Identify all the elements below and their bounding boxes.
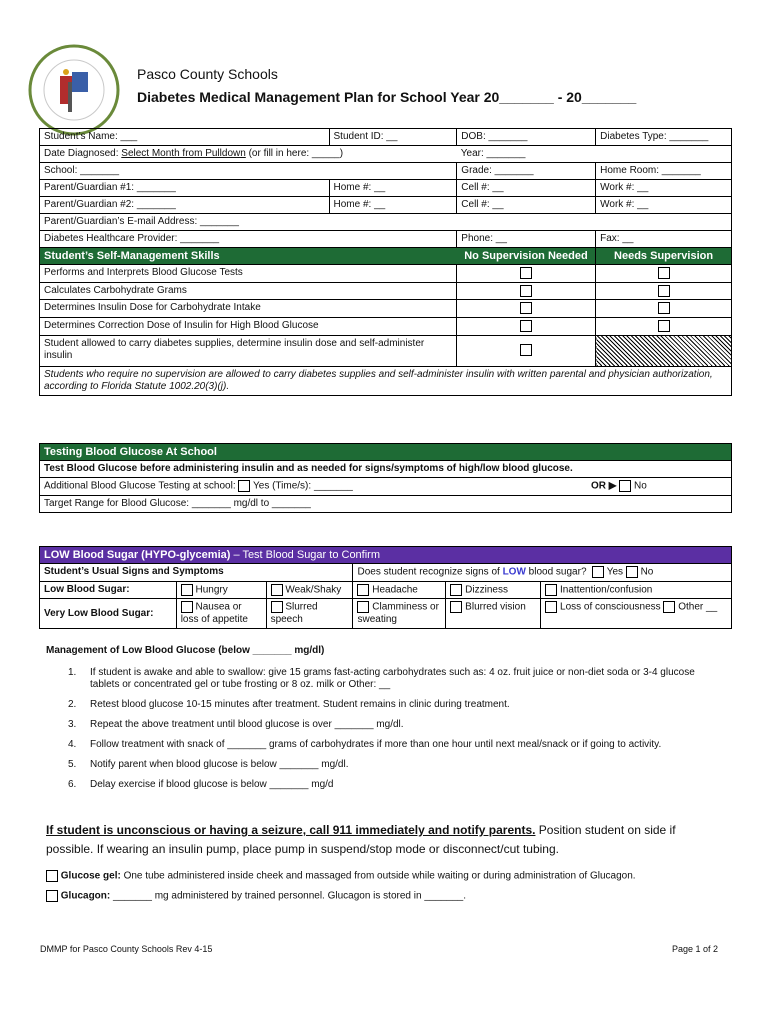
step-text: If student is awake and able to swallow: give 15 grams fast-acting carbohydrates such as: 4 oz. fruit juice or non-diet soda or 3-4 glucose tablets or concentrated gel or tube frosting or 8 oz. milk or Other: __ [90,667,695,690]
phone-field[interactable]: Phone: __ [457,231,596,248]
slurred-speech-checkbox[interactable] [271,601,283,613]
recognize-yes-label: Yes [606,566,624,578]
low-header-bold: LOW Blood Sugar (HYPO-glycemia) [44,549,231,561]
dizziness-checkbox[interactable] [450,584,462,596]
footer-revision: DMMP for Pasco County Schools Rev 4-15 [40,944,213,954]
symptom-label: Dizziness [465,584,508,596]
step-text: Notify parent when blood glucose is below _______ mg/dl. [90,759,349,770]
emergency-rest: Position student on side if possible. If wearing an insulin pump, place pump in suspend/stop mode or disconnect/cut tubing. [46,823,676,856]
provider-field[interactable]: Diabetes Healthcare Provider: _______ [40,231,457,248]
skill4-needs-sup-checkbox[interactable] [658,320,670,332]
glucose-gel-label: Glucose gel: [60,870,121,882]
list-item: 3. Repeat the above treatment until blood glucose is over _______ mg/dl. [68,719,404,730]
target-range-field[interactable]: Target Range for Blood Glucose: _______ mg/dl to _______ [40,496,732,513]
recognize-yes-checkbox[interactable] [592,566,604,578]
dob-field[interactable]: DOB: _______ [457,129,596,146]
symptom-label: Blurred vision [465,601,526,613]
list-item: 6. Delay exercise if blood glucose is below _______ mg/d [68,779,334,790]
grade-field[interactable]: Grade: _______ [457,163,596,180]
skill1-no-sup-checkbox[interactable] [520,267,532,279]
low-sugar-label: Low Blood Sugar: [40,581,177,599]
nausea-checkbox[interactable] [181,601,193,613]
parent2-home-field[interactable]: Home #: __ [329,197,457,214]
student-info-table [39,128,732,396]
skill3-no-sup-checkbox[interactable] [520,302,532,314]
symptom-label: Weak/Shaky [285,584,342,596]
parent2-field[interactable]: Parent/Guardian #2: _______ [40,197,330,214]
glucagon-row [46,890,736,902]
skill-row-label: Student allowed to carry diabetes supplies, determine insulin dose and self-administer insulin [40,335,457,366]
footer-page-number: Page 1 of 2 [672,944,719,954]
org-name: Pasco County Schools [137,66,278,82]
usual-signs-label: Student’s Usual Signs and Symptoms [40,564,353,582]
skill-row-label: Calculates Carbohydrate Grams [40,282,457,300]
list-item: 2. Retest blood glucose 10-15 minutes after treatment. Student remains in clinic during treatment. [68,699,510,710]
needs-supervision-header: Needs Supervision [596,248,732,265]
or-label: OR ▶ [591,480,617,492]
hatched-cell [596,335,732,366]
list-item: 5. Notify parent when blood glucose is below _______ mg/dl. [68,759,349,770]
date-diagnosed-select[interactable]: Select Month from Pulldown [121,148,246,159]
fill-in-field[interactable]: (or fill in here: _____) [248,148,344,159]
parent2-cell-field[interactable]: Cell #: __ [457,197,596,214]
glucose-gel-checkbox[interactable] [46,870,58,882]
loss-consciousness-checkbox[interactable] [545,601,557,613]
inattention-checkbox[interactable] [545,584,557,596]
skill5-no-sup-checkbox[interactable] [520,344,532,356]
very-low-sugar-label: Very Low Blood Sugar: [40,599,177,629]
recognize-low: LOW [502,566,526,578]
hungry-checkbox[interactable] [181,584,193,596]
recognize-post: blood sugar? [525,566,587,578]
no-supervision-header: No Supervision Needed [457,248,596,265]
recognize-pre: Does student recognize signs of [357,566,503,578]
management-heading: Management of Low Blood Glucose (below _______ mg/dl) [46,645,325,656]
year-field[interactable]: Year: _______ [457,146,732,163]
glucose-gel-text: One tube administered inside cheek and massaged from outside while waiting or during administration of Glucagon. [123,870,636,882]
skill2-no-sup-checkbox[interactable] [520,285,532,297]
management-steps [68,667,708,799]
symptom-label: Inattention/confusion [560,584,653,596]
school-logo [26,42,122,138]
school-field[interactable]: School: _______ [40,163,457,180]
testing-instruction: Test Blood Glucose before administering insulin and as needed for signs/symptoms of high/low blood glucose. [40,461,732,478]
list-item: 1. If student is awake and able to swallow: give 15 grams fast-acting carbohydrates such as: 4 oz. fruit juice or non-diet soda or 3-4 glucose tablets or concentrated gel or tube frosting or 8 oz. milk or Other: __ [68,667,708,691]
recognize-no-label: No [640,566,654,578]
yes-times-field[interactable]: Yes (Time/s): _______ [253,480,353,492]
clamminess-checkbox[interactable] [357,601,369,613]
home-room-field[interactable]: Home Room: _______ [596,163,732,180]
diabetes-type-field[interactable]: Diabetes Type: _______ [596,129,732,146]
low-header-rest: – Test Blood Sugar to Confirm [230,549,381,561]
additional-yes-checkbox[interactable] [238,480,250,492]
testing-header: Testing Blood Glucose At School [40,444,732,461]
skill-row-label: Determines Insulin Dose for Carbohydrate Intake [40,300,457,318]
skill-row-label: Performs and Interprets Blood Glucose Tests [40,265,457,283]
skills-note: Students who require no supervision are allowed to carry diabetes supplies and self-administer insulin with written parental and physician authorization, according to Florida Statute 1002.20(3)(j). [40,366,732,395]
emergency-instructions [46,821,726,859]
parent1-home-field[interactable]: Home #: __ [329,180,457,197]
skill2-needs-sup-checkbox[interactable] [658,285,670,297]
low-blood-sugar-table [39,546,732,629]
fax-field[interactable]: Fax: __ [596,231,732,248]
no-label: No [634,480,647,492]
parent1-field[interactable]: Parent/Guardian #1: _______ [40,180,330,197]
step-text: Retest blood glucose 10-15 minutes after treatment. Student remains in clinic during treatment. [90,699,510,710]
low-header [40,547,732,564]
glucagon-checkbox[interactable] [46,890,58,902]
other-checkbox[interactable] [663,601,675,613]
date-diagnosed-label: Date Diagnosed: [44,148,119,159]
skills-header: Student’s Self-Management Skills [40,248,457,265]
testing-table [39,443,732,513]
blurred-vision-checkbox[interactable] [450,601,462,613]
list-item: 4. Follow treatment with snack of _______ grams of carbohydrates if more than one hour until next meal/snack or if going to activity. [68,739,662,750]
page-title: Diabetes Medical Management Plan for School Year 20_______ - 20_______ [137,89,637,105]
glucose-gel-row [46,870,736,882]
step-text: Follow treatment with snack of _______ grams of carbohydrates if more than one hour until next meal/snack or if going to activity. [90,739,662,750]
glucagon-label: Glucagon: [60,890,111,902]
parent1-cell-field[interactable]: Cell #: __ [457,180,596,197]
symptom-label: Clamminess or sweating [357,601,439,625]
additional-testing-label: Additional Blood Glucose Testing at school: [44,480,236,492]
step-text: Repeat the above treatment until blood glucose is over _______ mg/dl. [90,719,404,730]
skill3-needs-sup-checkbox[interactable] [658,302,670,314]
skill-row-label: Determines Correction Dose of Insulin for High Blood Glucose [40,317,457,335]
glucagon-text[interactable]: _______ mg administered by trained personnel. Glucagon is stored in _______. [113,890,467,902]
email-field[interactable]: Parent/Guardian’s E-mail Address: _______ [40,214,732,231]
skill1-needs-sup-checkbox[interactable] [658,267,670,279]
symptom-label: Headache [372,584,418,596]
weak-shaky-checkbox[interactable] [271,584,283,596]
other-field[interactable]: Other __ [678,601,718,613]
student-id-field[interactable]: Student ID: __ [329,129,457,146]
symptom-label: Slurred speech [270,601,318,625]
additional-no-checkbox[interactable] [619,480,631,492]
parent2-work-field[interactable]: Work #: __ [596,197,732,214]
headache-checkbox[interactable] [357,584,369,596]
parent1-work-field[interactable]: Work #: __ [596,180,732,197]
step-text: Delay exercise if blood glucose is below _______ mg/d [90,779,334,790]
symptom-label: Nausea or loss of appetite [180,601,248,625]
recognize-no-checkbox[interactable] [626,566,638,578]
student-name-field[interactable]: Student’s Name: ___ [40,129,330,146]
skill4-no-sup-checkbox[interactable] [520,320,532,332]
symptom-label: Hungry [195,584,228,596]
symptom-label: Loss of consciousness [560,601,661,613]
emergency-bold: If student is unconscious or having a seizure, call 911 immediately and notify parents. [46,823,536,837]
